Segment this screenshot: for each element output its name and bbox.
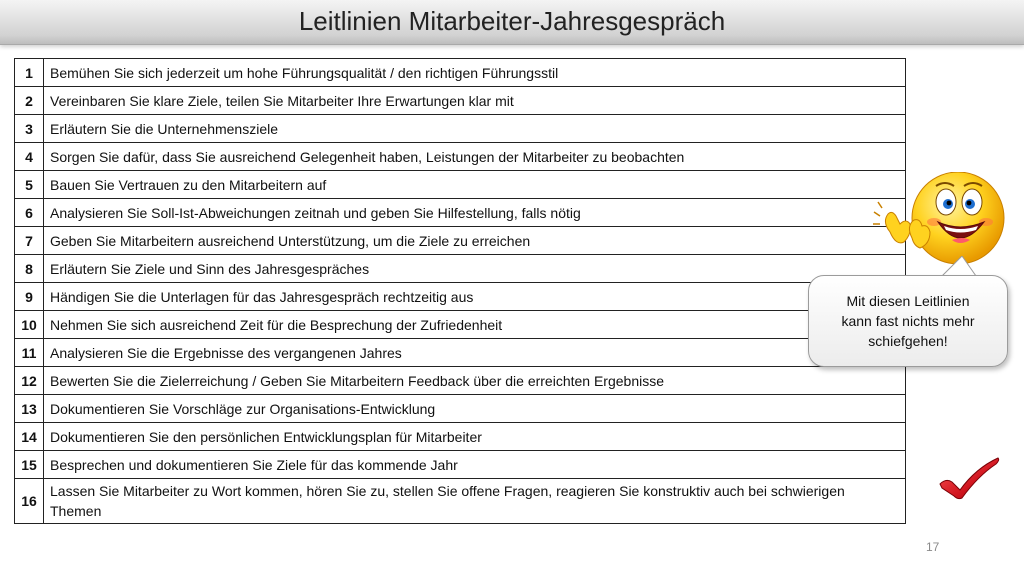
row-text: Händigen Sie die Unterlagen für das Jahresgespräch rechtzeitig aus	[44, 283, 906, 311]
title-bar	[0, 0, 1024, 45]
row-text: Bewerten Sie die Zielerreichung / Geben Sie Mitarbeitern Feedback über die erreichten Ergebnisse	[44, 367, 906, 395]
table-row	[15, 479, 906, 524]
speech-bubble-text	[841, 291, 974, 351]
table-row	[15, 143, 906, 171]
table-row	[15, 87, 906, 115]
callout-line: Mit diesen Leitlinien	[846, 293, 970, 309]
row-text: Sorgen Sie dafür, dass Sie ausreichend Gelegenheit haben, Leistungen der Mitarbeiter zu beobachten	[44, 143, 906, 171]
guidelines-table	[14, 58, 906, 524]
callout-tail	[940, 256, 980, 277]
callout-line: schiefgehen!	[868, 333, 948, 349]
row-number: 5	[15, 171, 44, 199]
table-row	[15, 59, 906, 87]
checkmark-icon	[938, 456, 1002, 500]
row-text: Analysieren Sie Soll-Ist-Abweichungen zeitnah und geben Sie Hilfestellung, falls nötig	[44, 199, 906, 227]
table-row	[15, 311, 906, 339]
page-title: Leitlinien Mitarbeiter-Jahresgespräch	[298, 6, 726, 36]
row-text: Bemühen Sie sich jederzeit um hohe Führungsqualität / den richtigen Führungsstil	[44, 59, 906, 87]
row-text: Bauen Sie Vertrauen zu den Mitarbeitern auf	[44, 171, 906, 199]
row-number: 12	[15, 367, 44, 395]
row-number: 9	[15, 283, 44, 311]
row-number: 13	[15, 395, 44, 423]
row-text: Vereinbaren Sie klare Ziele, teilen Sie Mitarbeiter Ihre Erwartungen klar mit	[44, 87, 906, 115]
row-number: 1	[15, 59, 44, 87]
callout-line: kann fast nichts mehr	[841, 313, 975, 329]
table-row	[15, 199, 906, 227]
row-text: Erläutern Sie die Unternehmensziele	[44, 115, 906, 143]
row-number: 3	[15, 115, 44, 143]
row-text: Besprechen und dokumentieren Sie Ziele für das kommende Jahr	[44, 451, 906, 479]
table-row	[15, 367, 906, 395]
speech-bubble	[808, 275, 1008, 367]
row-text: Dokumentieren Sie Vorschläge zur Organisations-Entwicklung	[44, 395, 906, 423]
row-number: 15	[15, 451, 44, 479]
table-row	[15, 255, 906, 283]
row-number: 14	[15, 423, 44, 451]
row-text: Dokumentieren Sie den persönlichen Entwicklungsplan für Mitarbeiter	[44, 423, 906, 451]
table-row	[15, 283, 906, 311]
table-row	[15, 423, 906, 451]
row-text: Lassen Sie Mitarbeiter zu Wort kommen, hören Sie zu, stellen Sie offene Fragen, reagieren Sie konstruktiv auch bei schwierigen Themen	[44, 479, 906, 524]
row-text: Nehmen Sie sich ausreichend Zeit für die Besprechung der Zufriedenheit	[44, 311, 906, 339]
row-number: 10	[15, 311, 44, 339]
row-number: 4	[15, 143, 44, 171]
row-number: 6	[15, 199, 44, 227]
row-text: Analysieren Sie die Ergebnisse des vergangenen Jahres	[44, 339, 906, 367]
table-row	[15, 395, 906, 423]
page-number: 17	[926, 540, 940, 554]
row-number: 8	[15, 255, 44, 283]
table-row	[15, 115, 906, 143]
row-number: 11	[15, 339, 44, 367]
row-number: 7	[15, 227, 44, 255]
row-number: 16	[15, 479, 44, 524]
table-row	[15, 227, 906, 255]
table-row	[15, 339, 906, 367]
row-text: Geben Sie Mitarbeitern ausreichend Unterstützung, um die Ziele zu erreichen	[44, 227, 906, 255]
row-number: 2	[15, 87, 44, 115]
table-row	[15, 171, 906, 199]
table-row	[15, 451, 906, 479]
row-text: Erläutern Sie Ziele und Sinn des Jahresgespräches	[44, 255, 906, 283]
